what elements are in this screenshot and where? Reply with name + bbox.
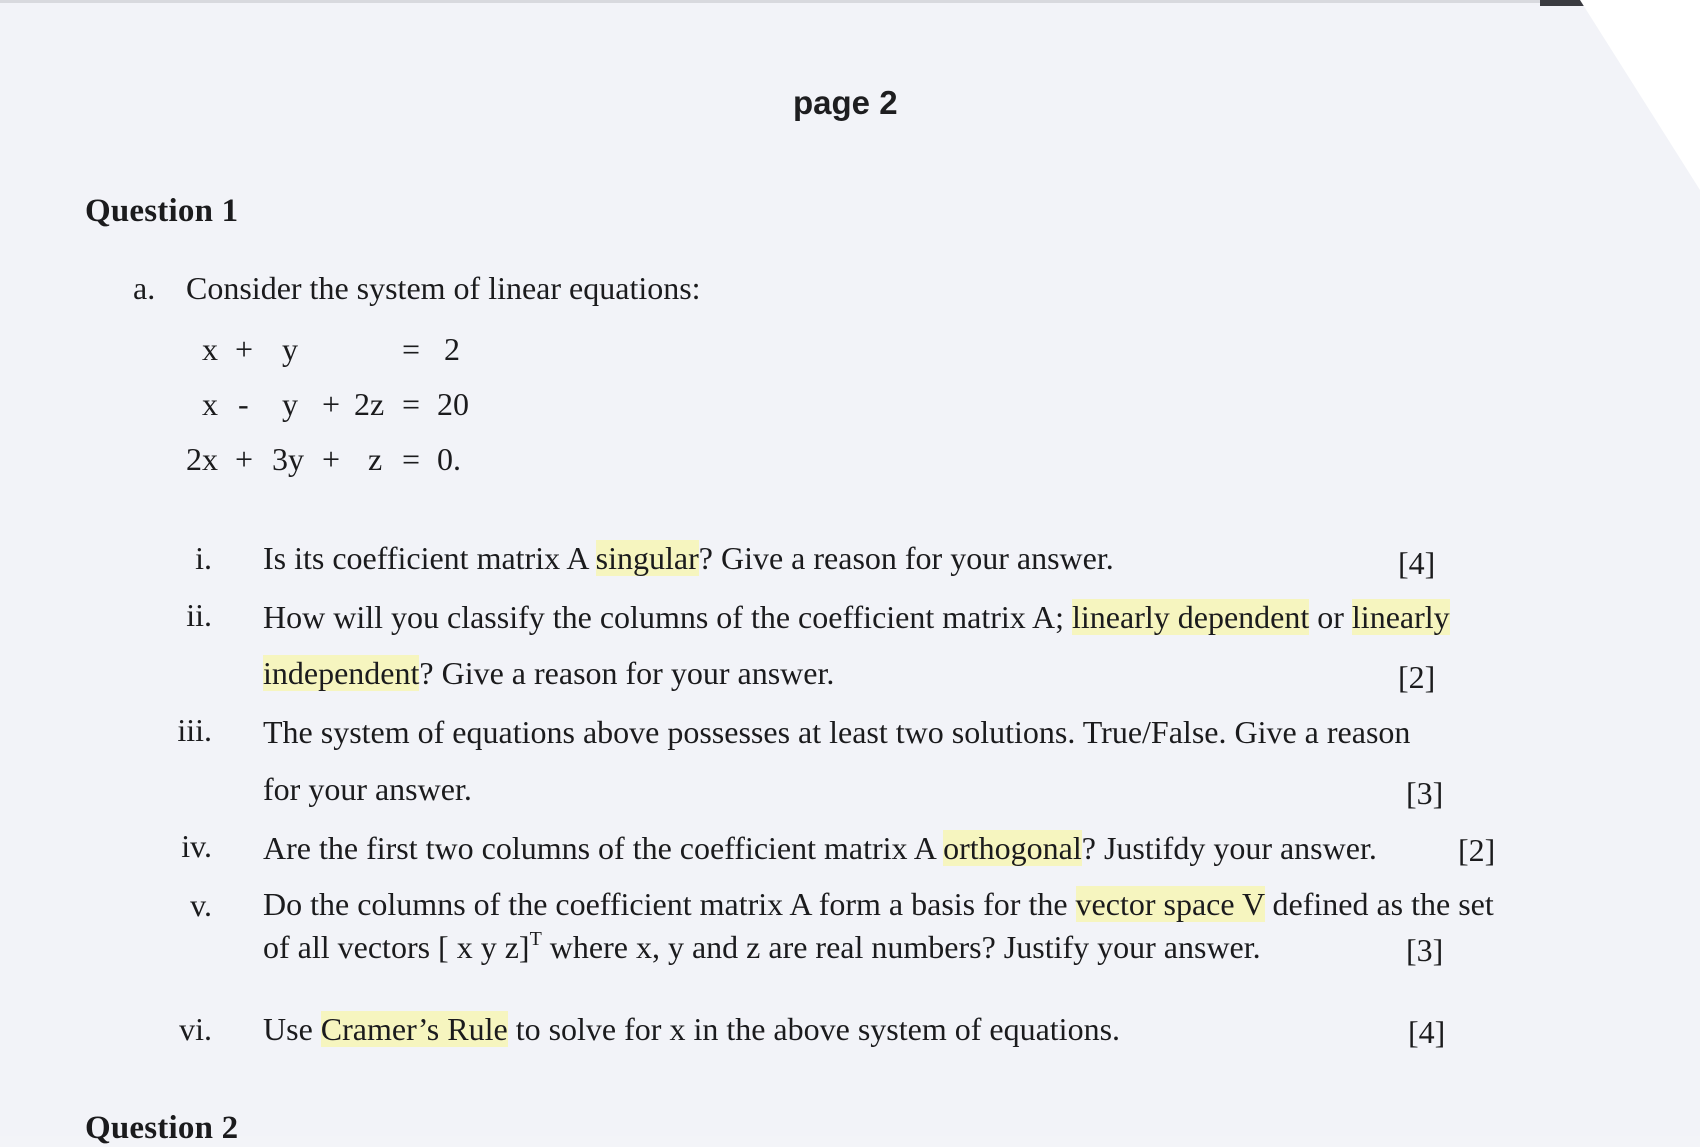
item-ii-line-1 — [263, 599, 1450, 636]
eq3-term-x: 2x — [186, 441, 218, 477]
eq2-equals: = — [402, 386, 421, 422]
transpose-superscript: T — [529, 928, 542, 950]
question-2-heading: Question 2 — [85, 1110, 239, 1146]
item-v-text-b: defined as the set — [1264, 886, 1494, 922]
item-i-label: i. — [195, 540, 212, 576]
question-1-heading: Question 1 — [85, 193, 239, 229]
item-ii-line-2 — [263, 655, 834, 692]
item-vi-text — [263, 1011, 1120, 1048]
item-ii-marks: [2] — [1398, 659, 1436, 695]
item-v-marks: [3] — [1406, 932, 1444, 968]
item-iii-line-1: The system of equations above possesses at least two solutions. True/False. Give a reason — [263, 714, 1411, 750]
highlight-linearly-dependent: linearly dependent — [1072, 599, 1310, 635]
item-vi-text-a: Use — [263, 1011, 321, 1047]
item-vi-label: vi. — [179, 1011, 212, 1047]
eq1-rhs: 2 — [444, 331, 460, 367]
eq1-op-1: + — [235, 331, 254, 367]
highlight-independent: independent — [263, 655, 420, 691]
item-ii-label: ii. — [186, 597, 212, 633]
item-i-marks: [4] — [1398, 545, 1436, 581]
highlight-orthogonal: orthogonal — [943, 830, 1082, 866]
item-iii-marks: [3] — [1406, 775, 1444, 811]
item-iv-text — [263, 830, 1377, 867]
equation-3 — [0, 441, 600, 481]
eq2-term-x: x — [202, 386, 218, 422]
eq2-rhs: 20 — [437, 386, 469, 422]
item-v-label: v. — [190, 887, 212, 923]
item-v-text-c: of all vectors [ x y z] — [263, 929, 530, 965]
equation-1 — [0, 331, 600, 371]
highlight-singular: singular — [595, 540, 699, 576]
item-v-text-a: Do the columns of the coefficient matrix A form a basis for the — [263, 886, 1076, 922]
item-vi-text-b: to solve for x in the above system of equations. — [507, 1011, 1121, 1047]
item-i-text — [263, 540, 1114, 577]
page-number: page 2 — [793, 84, 898, 121]
eq3-rhs: 0. — [437, 441, 461, 477]
eq1-term-x: x — [202, 331, 218, 367]
item-ii-text-or: or — [1309, 599, 1352, 635]
item-iv-marks: [2] — [1458, 832, 1496, 868]
item-iv-text-b: ? Justifdy your answer. — [1081, 830, 1377, 866]
equation-2 — [0, 386, 600, 426]
eq3-term-y: 3y — [272, 441, 304, 477]
item-v-line-2 — [263, 928, 1261, 966]
eq2-op-2: + — [322, 386, 341, 422]
item-v-text-d: where x, y and z are real numbers? Justify your answer. — [541, 929, 1261, 965]
eq1-term-y: y — [282, 331, 298, 367]
eq3-term-z: z — [368, 441, 383, 477]
item-i-text-b: ? Give a reason for your answer. — [698, 540, 1114, 576]
item-iii-line-2: for your answer. — [263, 771, 472, 807]
item-iv-label: iv. — [181, 828, 212, 864]
item-ii-text-b: ? Give a reason for your answer. — [419, 655, 835, 691]
eq2-op-1: - — [238, 386, 249, 422]
page-top-edge — [0, 0, 1700, 3]
item-vi-marks: [4] — [1408, 1014, 1446, 1050]
item-v-line-1 — [263, 886, 1494, 923]
eq1-equals: = — [402, 331, 421, 367]
highlight-vector-space: vector space V — [1075, 886, 1265, 922]
item-ii-text-a: How will you classify the columns of the coefficient matrix A; — [263, 599, 1073, 635]
folded-corner — [1580, 0, 1700, 190]
eq2-term-z: 2z — [354, 386, 385, 422]
highlight-linearly: linearly — [1351, 599, 1450, 635]
item-iv-text-a: Are the first two columns of the coefficient matrix A — [263, 830, 944, 866]
item-iii-label: iii. — [177, 712, 212, 748]
part-a-text: Consider the system of linear equations: — [186, 270, 701, 306]
highlight-cramers-rule: Cramer’s Rule — [320, 1011, 508, 1047]
eq3-op-1: + — [235, 441, 254, 477]
eq3-equals: = — [402, 441, 421, 477]
item-i-text-a: Is its coefficient matrix A — [263, 540, 596, 576]
eq3-op-2: + — [322, 441, 341, 477]
part-a-label: a. — [133, 270, 156, 306]
eq2-term-y: y — [282, 386, 298, 422]
